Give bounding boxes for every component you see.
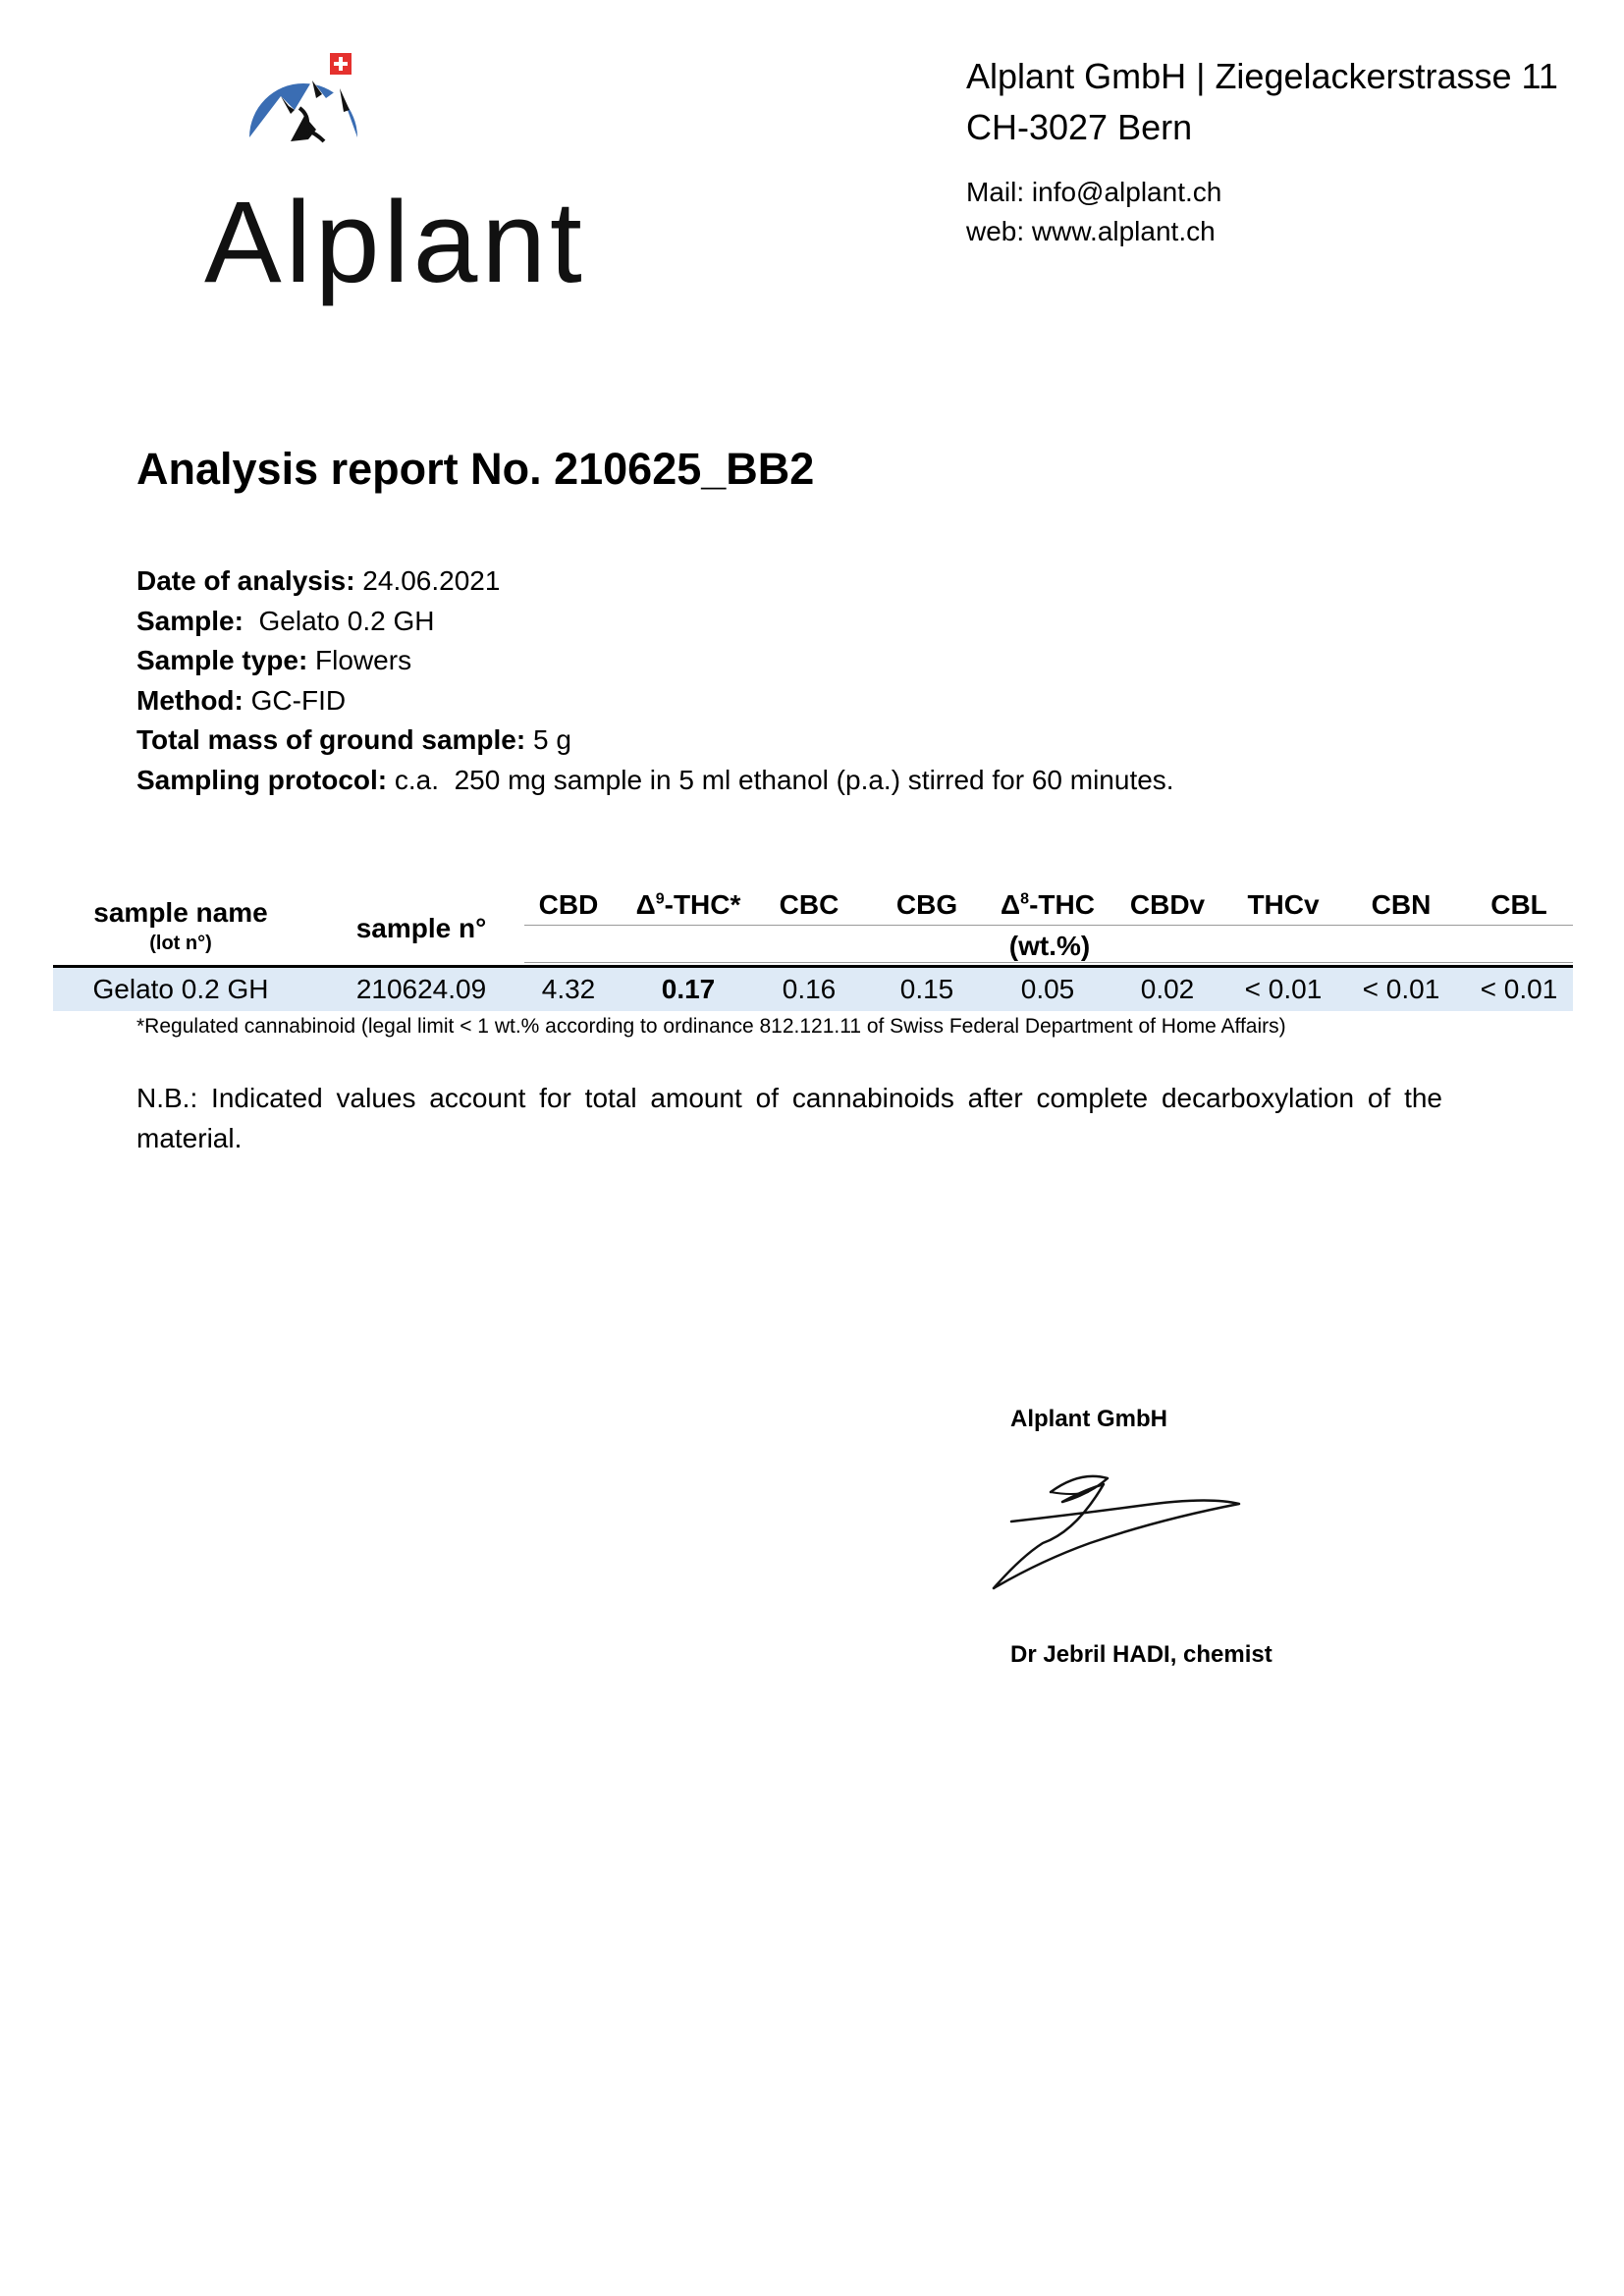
cell-cbc: 0.16 (782, 974, 837, 1004)
th-lot: (lot n°) (149, 933, 212, 954)
signature-company: Alplant GmbH (1010, 1406, 1167, 1432)
meta-sample-type: Sample type: Flowers (136, 645, 412, 675)
cell-sample-no: 210624.09 (355, 974, 487, 1004)
header-divider (524, 925, 1573, 926)
company-contact (966, 173, 1221, 251)
handwritten-signature-icon (982, 1463, 1267, 1600)
company-address (966, 51, 1558, 153)
th-units: (wt.%) (1008, 931, 1091, 961)
th-cbn: CBN (1371, 889, 1432, 920)
signatory-name: Dr Jebril HADI, chemist (1010, 1641, 1272, 1668)
company-line1: Alplant GmbH | Ziegelackerstrasse 11 (966, 56, 1558, 96)
header-divider-lower (524, 962, 1573, 963)
cell-cbdv: 0.02 (1140, 974, 1195, 1004)
cell-cbd: 4.32 (541, 974, 596, 1004)
logo-wordmark: Alplant (204, 178, 586, 307)
th-d8thc: $\Delta^8$-THC (1001, 889, 1095, 920)
cell-d9thc: 0.17 (661, 974, 716, 1004)
th-cbdv: CBDv (1129, 889, 1206, 920)
th-cbg: CBG (895, 889, 958, 920)
cell-cbg: 0.15 (899, 974, 954, 1004)
decarboxylation-note: N.B.: Indicated values account for total amount of cannabinoids after complete decarboxylation of the material. (136, 1083, 1442, 1153)
meta-method: Method: GC-FID (136, 684, 347, 716)
company-logo (98, 39, 586, 307)
th-cbd: CBD (538, 889, 599, 920)
report-meta (136, 561, 1174, 800)
company-line2: CH-3027 Bern (966, 107, 1193, 147)
th-sample-name: sample name (93, 897, 268, 928)
meta-sampling-protocol: Sampling protocol: c.a. 250 mg sample in 5 ml ethanol (p.a.) stirred for 60 minutes. (136, 764, 1174, 795)
cell-sample-name: Gelato 0.2 GH (92, 974, 269, 1004)
table-footnote: *Regulated cannabinoid (legal limit < 1 wt.% according to ordinance 812.121.11 of Swiss Federal Department of Home Affairs) (136, 1015, 1286, 1038)
meta-total-mass: Total mass of ground sample: 5 g (136, 724, 571, 755)
cell-cbn: < 0.01 (1362, 974, 1440, 1004)
meta-date: Date of analysis: 24.06.2021 (136, 565, 501, 596)
cell-cbl: < 0.01 (1480, 974, 1558, 1004)
th-thcv: THCv (1247, 889, 1320, 920)
report-title: Analysis report No. 210625_BB2 (136, 444, 815, 494)
th-sample-no: sample n° (355, 913, 487, 943)
meta-sample: Sample: Gelato 0.2 GH (136, 605, 435, 636)
cell-thcv: < 0.01 (1244, 974, 1323, 1004)
th-cbc: CBC (779, 889, 839, 920)
th-cbl: CBL (1490, 889, 1547, 920)
cell-d8thc: 0.05 (1020, 974, 1075, 1004)
company-web: web: www.alplant.ch (966, 216, 1216, 246)
company-mail: Mail: info@alplant.ch (966, 177, 1222, 207)
th-d9thc: $\Delta^9-THC*$ (635, 889, 741, 920)
